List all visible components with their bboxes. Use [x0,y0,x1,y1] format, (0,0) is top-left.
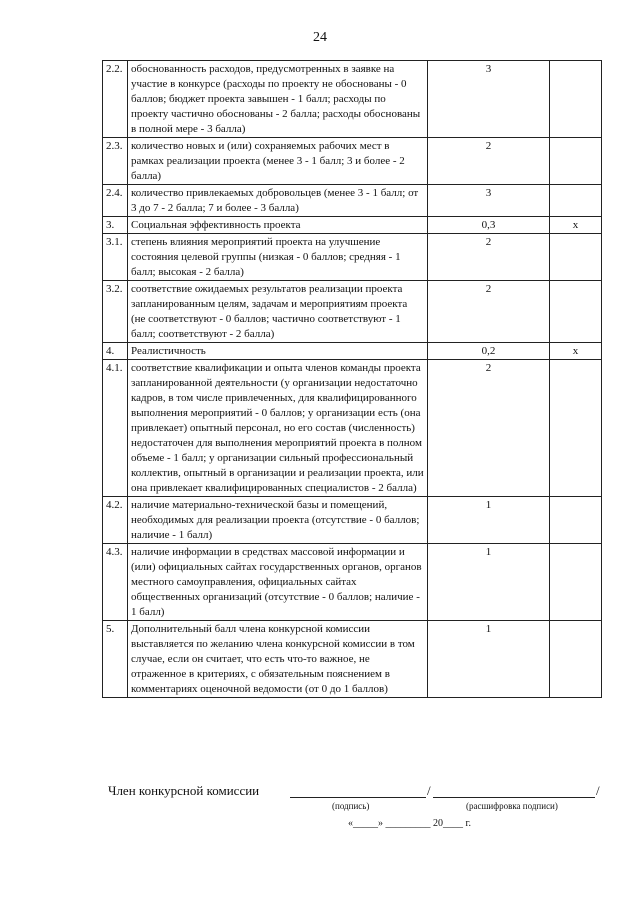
criterion-mark [550,497,602,544]
criterion-text: Социальная эффективность проекта [128,217,428,234]
criterion-mark: x [550,343,602,360]
criterion-points: 3 [428,61,550,138]
criterion-mark [550,360,602,497]
table-row [103,497,602,544]
criterion-points: 2 [428,234,550,281]
table-row [103,138,602,185]
criterion-mark [550,138,602,185]
criterion-mark [550,185,602,217]
criterion-number: 4.2. [103,497,128,544]
criterion-number: 3.2. [103,281,128,343]
table-row [103,544,602,621]
page-number: 24 [313,30,327,45]
name-decoding-caption: (расшифровка подписи) [466,801,558,811]
criterion-number: 3.1. [103,234,128,281]
criterion-mark: x [550,217,602,234]
criterion-mark [550,61,602,138]
criterion-number: 2.3. [103,138,128,185]
criterion-number: 4.1. [103,360,128,497]
criterion-mark [550,621,602,698]
criterion-text: степень влияния мероприятий проекта на улучшение состояния целевой группы (низкая - 0 баллов; средняя - 1 балл; высокая - 2 балла) [128,234,428,281]
criteria-table-body [103,61,602,698]
criterion-number: 2.2. [103,61,128,138]
table-row [103,61,602,138]
criterion-mark [550,234,602,281]
criterion-mark [550,544,602,621]
table-row [103,621,602,698]
criterion-points: 1 [428,497,550,544]
name-decoding-line[interactable] [433,797,595,798]
criterion-text: соответствие квалификации и опыта членов команды проекта запланированной деятельности (у организации недостаточно кадров, в том числе привлеченных, для квалифицированного выполнения мероприятий - 0 баллов; у организации есть (она привлекает) опытный персонал, но его состав (численность) недостаточен для выполнения мероприятий проекта в полном объеме - 1 балл; у организации сильный профессиональный коллектив, опытный в организации и реализации проекта, или она привлекает квалифицированных специалистов - 2 балла) [128,360,428,497]
criterion-points: 3 [428,185,550,217]
signature-line[interactable] [290,797,426,798]
criterion-text: наличие информации в средствах массовой информации и (или) официальных сайтах государственных органов, органов местного самоуправления, официальных сайтах общественных организаций (отсутствие - 0 баллов; наличие - 1 балл) [128,544,428,621]
signature-caption: (подпись) [332,801,370,811]
date-line: «_____» _________ 20____ г. [348,818,471,829]
criterion-number: 2.4. [103,185,128,217]
criterion-number: 3. [103,217,128,234]
criterion-number: 4.3. [103,544,128,621]
criterion-points: 2 [428,281,550,343]
table-row [103,281,602,343]
criterion-number: 5. [103,621,128,698]
criterion-points: 1 [428,621,550,698]
signature-label: Член конкурсной комиссии [108,783,260,798]
criterion-points: 1 [428,544,550,621]
criterion-text: количество новых и (или) сохраняемых рабочих мест в рамках реализации проекта (менее 3 - 1 балл; 3 и более - 2 балла) [128,138,428,185]
criterion-text: Реалистичность [128,343,428,360]
criterion-text: соответствие ожидаемых результатов реализации проекта запланированным целям, задачам и мероприятиям проекта (не соответствуют - 0 баллов; частично соответствуют - 1 балл; соответствуют - 2 балла) [128,281,428,343]
criterion-points: 0,2 [428,343,550,360]
table-row [103,343,602,360]
criteria-table [102,60,602,698]
criterion-points: 2 [428,360,550,497]
table-row [103,217,602,234]
criterion-text: обоснованность расходов, предусмотренных в заявке на участие в конкурсе (расходы по проекту не обоснованы - 0 баллов; бюджет проекта завышен - 1 балл; расходы по проекту частично обоснованы - 2 балла; расходы обоснованы в полной мере - 3 балла) [128,61,428,138]
table-row [103,234,602,281]
signature-separator-slash: / [427,783,431,798]
criterion-points: 0,3 [428,217,550,234]
criterion-points: 2 [428,138,550,185]
signature-end-slash: / [596,783,600,798]
criterion-mark [550,281,602,343]
criterion-text: наличие материально-технической базы и помещений, необходимых для реализации проекта (отсутствие - 0 баллов; наличие - 1 балл) [128,497,428,544]
criterion-text: количество привлекаемых добровольцев (менее 3 - 1 балл; от 3 до 7 - 2 балла; 7 и более - 3 балла) [128,185,428,217]
criterion-text: Дополнительный балл члена конкурсной комиссии выставляется по желанию члена конкурсной комиссии в том случае, если он считает, что есть что-то важное, не отраженное в критериях, с обязательным пояснением в комментариях оценочной ведомости (от 0 до 1 баллов) [128,621,428,698]
table-row [103,360,602,497]
table-row [103,185,602,217]
criterion-number: 4. [103,343,128,360]
